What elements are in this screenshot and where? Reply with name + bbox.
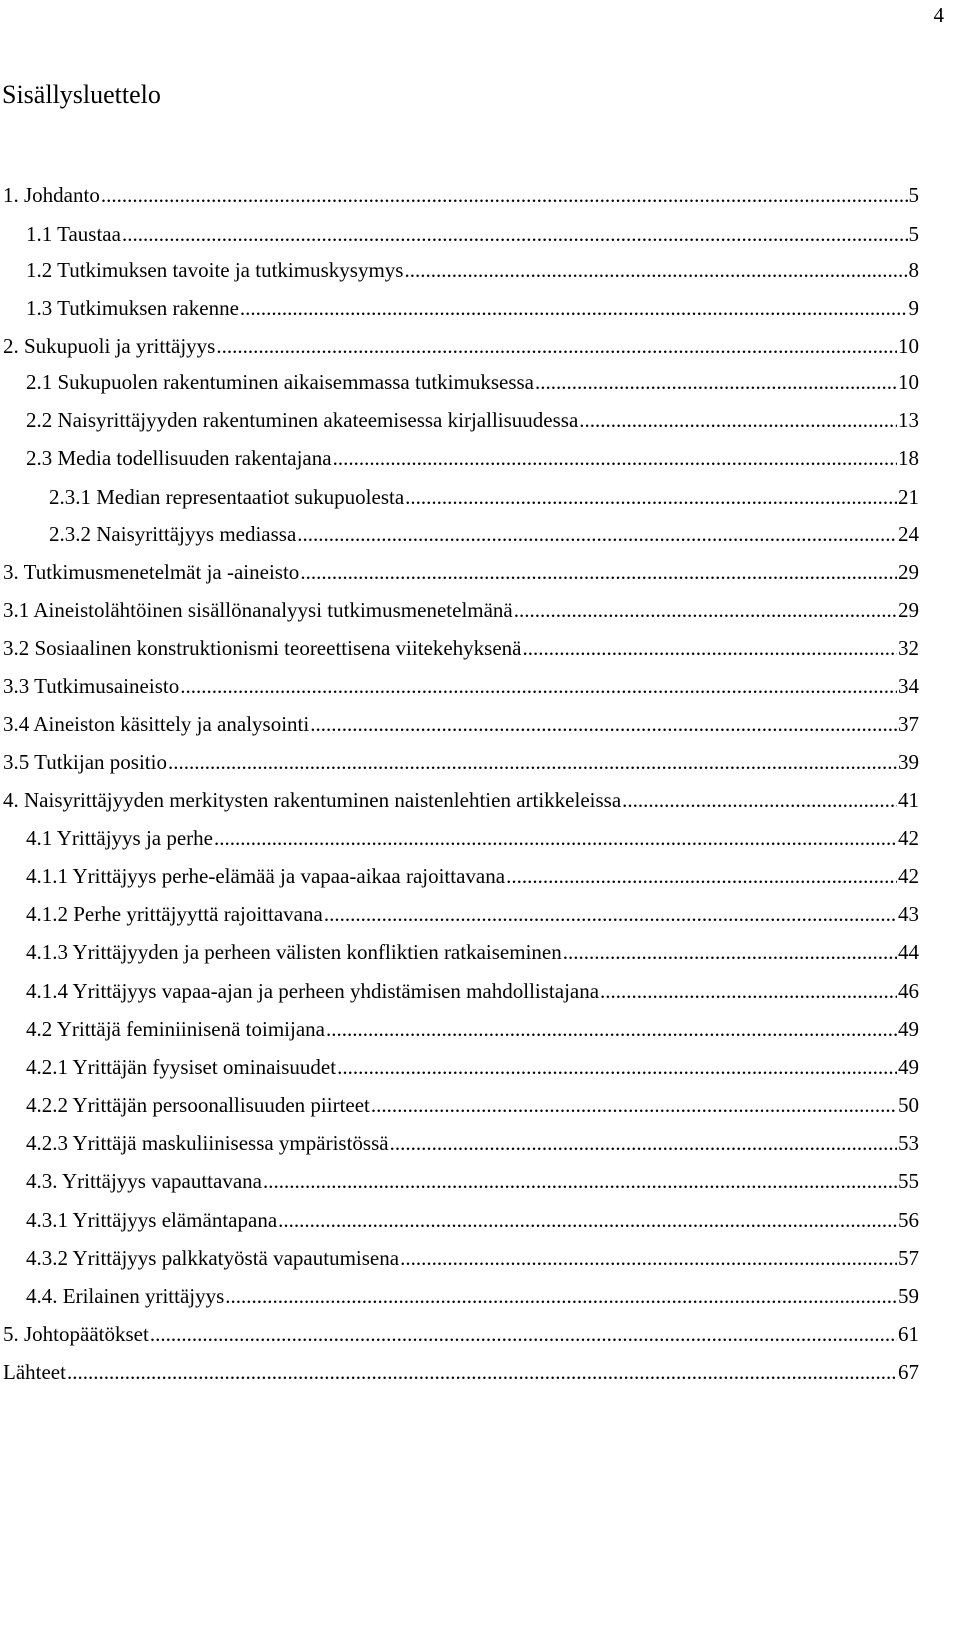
toc-entry[interactable] (26, 937, 919, 967)
toc-entry-page: 5 (908, 222, 919, 246)
toc-entry-label: 1. Johdanto (3, 183, 100, 207)
toc-entry[interactable] (26, 1128, 919, 1158)
toc-entry[interactable] (26, 255, 919, 285)
toc-entry-page: 49 (898, 1017, 919, 1041)
toc-entry-page: 37 (898, 712, 919, 736)
toc-entry[interactable] (3, 1357, 919, 1387)
dot-leader (404, 255, 907, 285)
dot-leader (506, 861, 897, 891)
toc-entry-label: 4.2.3 Yrittäjä maskuliinisessa ympäristössä (26, 1131, 389, 1155)
dot-leader (150, 1319, 897, 1349)
dot-leader (622, 785, 897, 815)
dot-leader (168, 747, 897, 777)
dot-leader (522, 633, 897, 663)
toc-entry-label: 2.2 Naisyrittäjyyden rakentuminen akateemisessa kirjallisuudessa (26, 408, 579, 432)
toc-entry[interactable] (26, 1281, 919, 1311)
toc-entry-label: 2.3.1 Median representaatiot sukupuolesta (49, 485, 405, 509)
toc-entry-label: 4.4. Erilainen yrittäjyys (26, 1284, 225, 1308)
dot-leader (216, 331, 897, 361)
toc-entry-label: 4.1.4 Yrittäjyys vapaa-ajan ja perheen yhdistämisen mahdollistajana (26, 979, 600, 1003)
dot-leader (101, 180, 908, 210)
toc-entry[interactable] (3, 671, 919, 701)
toc-entry[interactable] (26, 293, 919, 323)
dot-leader (122, 219, 908, 249)
toc-entry-label: 4.2 Yrittäjä feminiinisenä toimijana (26, 1017, 325, 1041)
toc-entry-page: 59 (898, 1284, 919, 1308)
toc-entry-page: 42 (898, 826, 919, 850)
toc-entry-label: 2.3 Media todellisuuden rakentajana (26, 446, 332, 470)
toc-entry-page: 10 (898, 334, 919, 358)
toc-entry[interactable] (26, 1166, 919, 1196)
toc-entry[interactable] (26, 1243, 919, 1273)
dot-leader (263, 1166, 897, 1196)
toc-entry-label: 4.2.2 Yrittäjän persoonallisuuden piirteet (26, 1093, 370, 1117)
dot-leader (67, 1357, 897, 1387)
toc-entry[interactable] (26, 367, 919, 397)
toc-entry-label: 2.3.2 Naisyrittäjyys mediassa (49, 522, 297, 546)
toc-entry-page: 55 (898, 1169, 919, 1193)
dot-leader (405, 482, 897, 512)
toc-entry-page: 44 (898, 940, 919, 964)
toc-entry-label: 3.3 Tutkimusaineisto (3, 674, 180, 698)
toc-entry-page: 57 (898, 1246, 919, 1270)
toc-entry-label: 3.4 Aineiston käsittely ja analysointi (3, 712, 310, 736)
dot-leader (563, 937, 897, 967)
dot-leader (324, 899, 897, 929)
toc-entry[interactable] (26, 405, 919, 435)
toc-entry-page: 21 (898, 485, 919, 509)
dot-leader (600, 976, 897, 1006)
toc-entry-label: 4.3.1 Yrittäjyys elämäntapana (26, 1208, 278, 1232)
dot-leader (214, 823, 897, 853)
dot-leader (514, 595, 897, 625)
dot-leader (390, 1128, 897, 1158)
dot-leader (333, 443, 897, 473)
toc-entry[interactable] (26, 1090, 919, 1120)
toc-entry-page: 29 (898, 598, 919, 622)
toc-entry[interactable] (26, 219, 919, 249)
toc-entry-label: 1.2 Tutkimuksen tavoite ja tutkimuskysymys (26, 258, 404, 282)
dot-leader (326, 1014, 897, 1044)
toc-entry-label: 4.3. Yrittäjyys vapauttavana (26, 1169, 262, 1193)
toc-entry-page: 13 (898, 408, 919, 432)
toc-entry[interactable] (49, 482, 919, 512)
toc-entry-label: 1.1 Taustaa (26, 222, 121, 246)
dot-leader (337, 1052, 897, 1082)
toc-entry[interactable] (26, 976, 919, 1006)
dot-leader (535, 367, 897, 397)
toc-entry-label: 1.3 Tutkimuksen rakenne (26, 296, 239, 320)
toc-entry-page: 50 (898, 1093, 919, 1117)
toc-entry-page: 32 (898, 636, 919, 660)
toc-entry-label: 4. Naisyrittäjyyden merkitysten rakentuminen naistenlehtien artikkeleissa (3, 788, 622, 812)
toc-entry-label: 3.1 Aineistolähtöinen sisällönanalyysi tutkimusmenetelmänä (3, 598, 513, 622)
toc-entry[interactable] (26, 899, 919, 929)
toc-entry-label: 5. Johtopäätökset (3, 1322, 149, 1346)
toc-entry-page: 10 (898, 370, 919, 394)
toc-entry-page: 42 (898, 864, 919, 888)
dot-leader (579, 405, 897, 435)
toc-entry[interactable] (49, 519, 919, 549)
toc-entry-page: 34 (898, 674, 919, 698)
dot-leader (371, 1090, 897, 1120)
toc-entry-page: 61 (898, 1322, 919, 1346)
toc-entry[interactable] (3, 180, 919, 210)
toc-entry[interactable] (26, 861, 919, 891)
toc-entry[interactable] (3, 747, 919, 777)
toc-entry-page: 24 (898, 522, 919, 546)
toc-entry-label: Lähteet (3, 1360, 66, 1384)
toc-entry[interactable] (3, 1319, 919, 1349)
dot-leader (180, 671, 897, 701)
toc-entry-page: 67 (898, 1360, 919, 1384)
toc-entry-page: 8 (908, 258, 919, 282)
toc-entry[interactable] (3, 557, 919, 587)
toc-entry-label: 4.2.1 Yrittäjän fyysiset ominaisuudet (26, 1055, 337, 1079)
page-number: 4 (933, 3, 944, 27)
dot-leader (300, 557, 897, 587)
toc-entry[interactable] (26, 443, 919, 473)
toc-entry[interactable] (3, 633, 919, 663)
toc-entry-page: 53 (898, 1131, 919, 1155)
toc-entry-label: 4.1.3 Yrittäjyyden ja perheen välisten konfliktien ratkaiseminen (26, 940, 562, 964)
toc-entry[interactable] (26, 1014, 919, 1044)
toc-entry-label: 2. Sukupuoli ja yrittäjyys (3, 334, 216, 358)
toc-entry-page: 43 (898, 902, 919, 926)
toc-entry-label: 3.2 Sosiaalinen konstruktionismi teoreettisena viitekehyksenä (3, 636, 522, 660)
dot-leader (400, 1243, 897, 1273)
toc-entry-label: 3. Tutkimusmenetelmät ja -aineisto (3, 560, 300, 584)
toc-entry-label: 4.1 Yrittäjyys ja perhe (26, 826, 214, 850)
dot-leader (278, 1205, 897, 1235)
toc-entry-page: 9 (908, 296, 919, 320)
toc-entry[interactable] (26, 1205, 919, 1235)
toc-entry[interactable] (3, 595, 919, 625)
dot-leader (297, 519, 897, 549)
toc-entry[interactable] (3, 331, 919, 361)
dot-leader (225, 1281, 897, 1311)
toc-entry-label: 2.1 Sukupuolen rakentuminen aikaisemmassa tutkimuksessa (26, 370, 534, 394)
toc-entry-page: 29 (898, 560, 919, 584)
toc-entry[interactable] (26, 823, 919, 853)
dot-leader (240, 293, 908, 323)
toc-entry-page: 39 (898, 750, 919, 774)
toc-entry-page: 46 (898, 979, 919, 1003)
toc-entry[interactable] (3, 785, 919, 815)
toc-entry[interactable] (3, 709, 919, 739)
page-title: Sisällysluettelo (2, 80, 161, 109)
toc-entry-page: 49 (898, 1055, 919, 1079)
toc-entry-page: 5 (908, 183, 919, 207)
toc-entry-label: 4.1.1 Yrittäjyys perhe-elämää ja vapaa-aikaa rajoittavana (26, 864, 506, 888)
toc-entry-page: 18 (898, 446, 919, 470)
toc-entry-label: 4.1.2 Perhe yrittäjyyttä rajoittavana (26, 902, 323, 926)
toc-entry-page: 56 (898, 1208, 919, 1232)
toc-entry[interactable] (26, 1052, 919, 1082)
toc-entry-label: 3.5 Tutkijan positio (3, 750, 167, 774)
toc-entry-label: 4.3.2 Yrittäjyys palkkatyöstä vapautumisena (26, 1246, 400, 1270)
dot-leader (310, 709, 897, 739)
toc-entry-page: 41 (898, 788, 919, 812)
